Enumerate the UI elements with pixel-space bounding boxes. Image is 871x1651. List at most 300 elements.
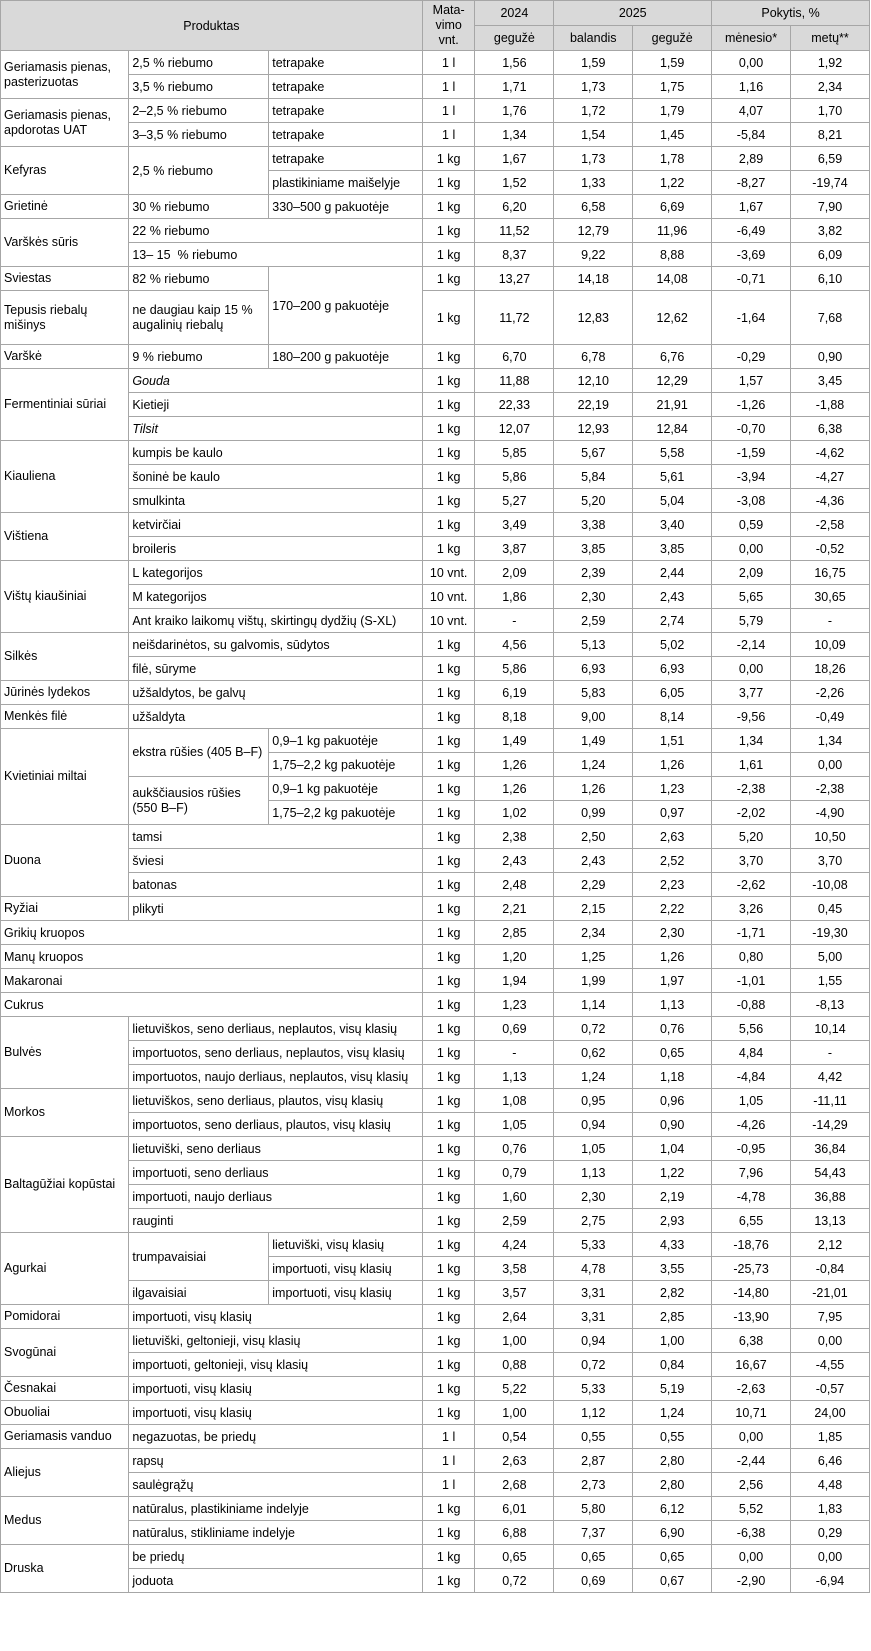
- value-cell: 1,24: [554, 753, 633, 777]
- table-row: [1, 1329, 870, 1353]
- product-detail: Ant kraiko laikomų vištų, skirtingų dydžių (S-XL): [129, 609, 423, 633]
- unit-cell: 1 kg: [422, 1185, 475, 1209]
- table-row: [1, 729, 870, 753]
- product-group: Makaronai: [1, 969, 423, 993]
- value-cell: 1,14: [554, 993, 633, 1017]
- value-cell: 8,37: [475, 243, 554, 267]
- value-cell: -1,01: [712, 969, 791, 993]
- value-cell: 1,55: [791, 969, 870, 993]
- value-cell: 2,38: [475, 825, 554, 849]
- value-cell: 2,43: [633, 585, 712, 609]
- value-cell: -6,38: [712, 1521, 791, 1545]
- value-cell: 3,85: [633, 537, 712, 561]
- unit-cell: 1 l: [422, 1449, 475, 1473]
- value-cell: 0,96: [633, 1089, 712, 1113]
- value-cell: 2,82: [633, 1281, 712, 1305]
- table-row: [1, 609, 870, 633]
- product-group: Tepusis riebalų mišinys: [1, 291, 129, 345]
- value-cell: 5,02: [633, 633, 712, 657]
- product-detail: importuoti, naujo derliaus: [129, 1185, 423, 1209]
- table-row: [1, 1497, 870, 1521]
- value-cell: 1,45: [633, 123, 712, 147]
- value-cell: 2,73: [554, 1473, 633, 1497]
- value-cell: -0,57: [791, 1377, 870, 1401]
- product-group: Menkės filė: [1, 705, 129, 729]
- value-cell: -3,08: [712, 489, 791, 513]
- product-group: Duona: [1, 825, 129, 897]
- value-cell: 10,09: [791, 633, 870, 657]
- table-row: [1, 1353, 870, 1377]
- unit-cell: 1 kg: [422, 441, 475, 465]
- value-cell: 6,46: [791, 1449, 870, 1473]
- value-cell: 6,93: [554, 657, 633, 681]
- value-cell: -2,14: [712, 633, 791, 657]
- value-cell: 1,71: [475, 75, 554, 99]
- value-cell: -2,02: [712, 801, 791, 825]
- product-detail: importuoti, visų klasių: [129, 1305, 423, 1329]
- value-cell: -0,88: [712, 993, 791, 1017]
- value-cell: 1,49: [554, 729, 633, 753]
- value-cell: 0,79: [475, 1161, 554, 1185]
- product-group: Grikių kruopos: [1, 921, 423, 945]
- product-detail: importuotos, naujo derliaus, neplautos, visų klasių: [129, 1065, 423, 1089]
- product-group: Geriamasis pienas, apdorotas UAT: [1, 99, 129, 147]
- unit-cell: 1 kg: [422, 1257, 475, 1281]
- product-detail: Kietieji: [129, 393, 423, 417]
- unit-cell: 1 kg: [422, 849, 475, 873]
- value-cell: 3,85: [554, 537, 633, 561]
- value-cell: 14,08: [633, 267, 712, 291]
- value-cell: 11,96: [633, 219, 712, 243]
- table-row: [1, 1113, 870, 1137]
- value-cell: 3,87: [475, 537, 554, 561]
- value-cell: 3,58: [475, 1257, 554, 1281]
- product-group: Kvietiniai miltai: [1, 729, 129, 825]
- value-cell: 0,29: [791, 1521, 870, 1545]
- unit-cell: 1 kg: [422, 633, 475, 657]
- value-cell: -11,11: [791, 1089, 870, 1113]
- product-detail: lietuviškos, seno derliaus, plautos, visų klasių: [129, 1089, 423, 1113]
- value-cell: 2,23: [633, 873, 712, 897]
- value-cell: 1,54: [554, 123, 633, 147]
- unit-cell: 1 l: [422, 1473, 475, 1497]
- value-cell: 12,79: [554, 219, 633, 243]
- unit-cell: 1 kg: [422, 513, 475, 537]
- value-cell: 5,84: [554, 465, 633, 489]
- table-row: [1, 777, 870, 801]
- value-cell: 1,00: [475, 1401, 554, 1425]
- value-cell: 2,80: [633, 1449, 712, 1473]
- unit-cell: 1 kg: [422, 369, 475, 393]
- value-cell: 2,30: [554, 585, 633, 609]
- table-row: [1, 1185, 870, 1209]
- product-detail: saulėgrąžų: [129, 1473, 423, 1497]
- value-cell: -4,84: [712, 1065, 791, 1089]
- value-cell: -14,80: [712, 1281, 791, 1305]
- value-cell: 6,58: [554, 195, 633, 219]
- value-cell: 1,73: [554, 147, 633, 171]
- product-detail: lietuviški, seno derliaus: [129, 1137, 423, 1161]
- table-row: [1, 99, 870, 123]
- unit-cell: 1 kg: [422, 195, 475, 219]
- table-row: [1, 243, 870, 267]
- value-cell: 5,20: [554, 489, 633, 513]
- product-package: tetrapake: [269, 75, 423, 99]
- table-row: [1, 921, 870, 945]
- table-row: [1, 267, 870, 291]
- value-cell: 5,27: [475, 489, 554, 513]
- unit-cell: 1 kg: [422, 705, 475, 729]
- value-cell: 2,80: [633, 1473, 712, 1497]
- value-cell: 1,56: [475, 51, 554, 75]
- product-package: importuoti, visų klasių: [269, 1281, 423, 1305]
- value-cell: 0,00: [712, 537, 791, 561]
- value-cell: 5,00: [791, 945, 870, 969]
- table-row: [1, 897, 870, 921]
- product-detail: plikyti: [129, 897, 423, 921]
- product-package: 0,9–1 kg pakuotėje: [269, 729, 423, 753]
- value-cell: -1,71: [712, 921, 791, 945]
- value-cell: 2,50: [554, 825, 633, 849]
- value-cell: 0,97: [633, 801, 712, 825]
- value-cell: 2,59: [475, 1209, 554, 1233]
- unit-cell: 1 kg: [422, 897, 475, 921]
- product-detail: Tilsit: [129, 417, 423, 441]
- unit-cell: 1 kg: [422, 1281, 475, 1305]
- unit-cell: 1 kg: [422, 969, 475, 993]
- unit-cell: 1 kg: [422, 729, 475, 753]
- product-detail: užšaldyta: [129, 705, 423, 729]
- product-package: tetrapake: [269, 99, 423, 123]
- value-cell: 4,07: [712, 99, 791, 123]
- product-group: Česnakai: [1, 1377, 129, 1401]
- unit-cell: 1 kg: [422, 345, 475, 369]
- table-row: [1, 1377, 870, 1401]
- unit-cell: 1 kg: [422, 753, 475, 777]
- product-group: Jūrinės lydekos: [1, 681, 129, 705]
- value-cell: 3,38: [554, 513, 633, 537]
- unit-cell: 1 kg: [422, 1113, 475, 1137]
- value-cell: -0,71: [712, 267, 791, 291]
- value-cell: 5,33: [554, 1233, 633, 1257]
- value-cell: 22,19: [554, 393, 633, 417]
- value-cell: 5,22: [475, 1377, 554, 1401]
- product-group: Kiauliena: [1, 441, 129, 513]
- product-package: 1,75–2,2 kg pakuotėje: [269, 801, 423, 825]
- value-cell: 1,86: [475, 585, 554, 609]
- value-cell: 3,49: [475, 513, 554, 537]
- value-cell: 1,33: [554, 171, 633, 195]
- value-cell: 10,71: [712, 1401, 791, 1425]
- unit-cell: 1 kg: [422, 1065, 475, 1089]
- value-cell: 6,78: [554, 345, 633, 369]
- value-cell: 3,26: [712, 897, 791, 921]
- value-cell: 0,00: [791, 753, 870, 777]
- product-group: Sviestas: [1, 267, 129, 291]
- value-cell: 3,70: [791, 849, 870, 873]
- product-group: Cukrus: [1, 993, 423, 1017]
- value-cell: 4,56: [475, 633, 554, 657]
- value-cell: 1,60: [475, 1185, 554, 1209]
- value-cell: -21,01: [791, 1281, 870, 1305]
- value-cell: 5,67: [554, 441, 633, 465]
- value-cell: 5,56: [712, 1017, 791, 1041]
- product-group: Vištų kiaušiniai: [1, 561, 129, 633]
- product-detail: rauginti: [129, 1209, 423, 1233]
- product-detail: ne daugiau kaip 15 % augalinių riebalų: [129, 291, 269, 345]
- value-cell: -2,62: [712, 873, 791, 897]
- value-cell: 7,37: [554, 1521, 633, 1545]
- unit-cell: 1 kg: [422, 921, 475, 945]
- table-row: [1, 585, 870, 609]
- value-cell: 1,99: [554, 969, 633, 993]
- value-cell: 2,93: [633, 1209, 712, 1233]
- value-cell: 2,63: [475, 1449, 554, 1473]
- product-group: Varškės sūris: [1, 219, 129, 267]
- value-cell: 7,96: [712, 1161, 791, 1185]
- product-group: Geriamasis pienas, pasterizuotas: [1, 51, 129, 99]
- product-detail: ketvirčiai: [129, 513, 423, 537]
- product-group: Ryžiai: [1, 897, 129, 921]
- unit-cell: 1 kg: [422, 393, 475, 417]
- unit-cell: 1 l: [422, 1425, 475, 1449]
- product-detail: filė, sūryme: [129, 657, 423, 681]
- value-cell: 6,70: [475, 345, 554, 369]
- value-cell: 1,25: [554, 945, 633, 969]
- value-cell: 1,23: [633, 777, 712, 801]
- table-row: [1, 195, 870, 219]
- unit-cell: 1 l: [422, 75, 475, 99]
- value-cell: 7,90: [791, 195, 870, 219]
- value-cell: 2,34: [791, 75, 870, 99]
- product-package: 330–500 g pakuotėje: [269, 195, 423, 219]
- unit-cell: 1 kg: [422, 873, 475, 897]
- product-detail: broileris: [129, 537, 423, 561]
- unit-cell: 1 kg: [422, 417, 475, 441]
- value-cell: 1,26: [633, 945, 712, 969]
- product-detail: 2,5 % riebumo: [129, 51, 269, 75]
- product-group: Fermentiniai sūriai: [1, 369, 129, 441]
- value-cell: 6,12: [633, 1497, 712, 1521]
- value-cell: 21,91: [633, 393, 712, 417]
- value-cell: 0,76: [475, 1137, 554, 1161]
- unit-cell: 1 kg: [422, 1569, 475, 1593]
- value-cell: 12,83: [554, 291, 633, 345]
- header-month-change: mėnesio*: [712, 26, 791, 51]
- value-cell: 1,72: [554, 99, 633, 123]
- value-cell: 6,09: [791, 243, 870, 267]
- value-cell: 6,19: [475, 681, 554, 705]
- table-row: [1, 219, 870, 243]
- value-cell: 2,85: [633, 1305, 712, 1329]
- table-row: [1, 291, 870, 345]
- value-cell: -1,88: [791, 393, 870, 417]
- value-cell: 0,00: [712, 657, 791, 681]
- value-cell: 1,97: [633, 969, 712, 993]
- unit-cell: 1 kg: [422, 1041, 475, 1065]
- value-cell: 54,43: [791, 1161, 870, 1185]
- table-row: [1, 1569, 870, 1593]
- product-detail: užšaldytos, be galvų: [129, 681, 423, 705]
- value-cell: -2,44: [712, 1449, 791, 1473]
- value-cell: 1,75: [633, 75, 712, 99]
- unit-cell: 1 kg: [422, 1017, 475, 1041]
- value-cell: 1,22: [633, 171, 712, 195]
- value-cell: 6,38: [712, 1329, 791, 1353]
- product-package: lietuviški, visų klasių: [269, 1233, 423, 1257]
- value-cell: 0,90: [633, 1113, 712, 1137]
- value-cell: 0,99: [554, 801, 633, 825]
- value-cell: 0,55: [633, 1425, 712, 1449]
- value-cell: -6,49: [712, 219, 791, 243]
- value-cell: -3,94: [712, 465, 791, 489]
- value-cell: 6,01: [475, 1497, 554, 1521]
- value-cell: -2,26: [791, 681, 870, 705]
- unit-cell: 1 kg: [422, 1161, 475, 1185]
- value-cell: 0,69: [554, 1569, 633, 1593]
- table-row: [1, 75, 870, 99]
- value-cell: 0,65: [633, 1041, 712, 1065]
- table-row: [1, 417, 870, 441]
- value-cell: 11,88: [475, 369, 554, 393]
- value-cell: 16,75: [791, 561, 870, 585]
- value-cell: 4,33: [633, 1233, 712, 1257]
- product-package: 170–200 g pakuotėje: [269, 267, 423, 345]
- product-detail: batonas: [129, 873, 423, 897]
- table-row: [1, 633, 870, 657]
- value-cell: 2,56: [712, 1473, 791, 1497]
- product-group: Manų kruopos: [1, 945, 423, 969]
- product-group: Druska: [1, 1545, 129, 1593]
- value-cell: 13,13: [791, 1209, 870, 1233]
- unit-cell: 1 kg: [422, 1137, 475, 1161]
- value-cell: 1,83: [791, 1497, 870, 1521]
- value-cell: 0,00: [712, 1545, 791, 1569]
- value-cell: 5,85: [475, 441, 554, 465]
- value-cell: 6,93: [633, 657, 712, 681]
- value-cell: 30,65: [791, 585, 870, 609]
- value-cell: 1,78: [633, 147, 712, 171]
- unit-cell: 1 kg: [422, 147, 475, 171]
- value-cell: -4,90: [791, 801, 870, 825]
- value-cell: 1,49: [475, 729, 554, 753]
- unit-cell: 1 kg: [422, 777, 475, 801]
- product-package: tetrapake: [269, 123, 423, 147]
- value-cell: 1,22: [633, 1161, 712, 1185]
- product-detail: rapsų: [129, 1449, 423, 1473]
- table-row: [1, 1017, 870, 1041]
- product-detail: 2–2,5 % riebumo: [129, 99, 269, 123]
- value-cell: -0,49: [791, 705, 870, 729]
- value-cell: -6,94: [791, 1569, 870, 1593]
- header-may-2025: gegužė: [633, 26, 712, 51]
- value-cell: 2,87: [554, 1449, 633, 1473]
- unit-cell: 1 kg: [422, 1377, 475, 1401]
- table-row: [1, 1521, 870, 1545]
- product-group: Agurkai: [1, 1233, 129, 1305]
- value-cell: 0,76: [633, 1017, 712, 1041]
- value-cell: 2,63: [633, 825, 712, 849]
- product-detail: trumpavaisiai: [129, 1233, 269, 1281]
- value-cell: 0,65: [475, 1545, 554, 1569]
- value-cell: 1,24: [554, 1065, 633, 1089]
- table-row: [1, 537, 870, 561]
- table-row: [1, 1425, 870, 1449]
- value-cell: 6,69: [633, 195, 712, 219]
- table-row: [1, 969, 870, 993]
- value-cell: 2,64: [475, 1305, 554, 1329]
- value-cell: 1,34: [712, 729, 791, 753]
- value-cell: -1,64: [712, 291, 791, 345]
- unit-cell: 1 kg: [422, 945, 475, 969]
- value-cell: 0,95: [554, 1089, 633, 1113]
- value-cell: 1,23: [475, 993, 554, 1017]
- value-cell: 1,08: [475, 1089, 554, 1113]
- value-cell: -0,70: [712, 417, 791, 441]
- value-cell: 6,59: [791, 147, 870, 171]
- product-detail: L kategorijos: [129, 561, 423, 585]
- value-cell: 1,73: [554, 75, 633, 99]
- unit-cell: 1 l: [422, 99, 475, 123]
- value-cell: 1,52: [475, 171, 554, 195]
- product-package: 1,75–2,2 kg pakuotėje: [269, 753, 423, 777]
- value-cell: 5,19: [633, 1377, 712, 1401]
- table-row: [1, 489, 870, 513]
- unit-cell: 1 kg: [422, 1353, 475, 1377]
- header-may-2024: gegužė: [475, 26, 554, 51]
- table-row: [1, 441, 870, 465]
- product-package: 180–200 g pakuotėje: [269, 345, 423, 369]
- table-row: [1, 513, 870, 537]
- value-cell: 2,30: [554, 1185, 633, 1209]
- value-cell: 0,62: [554, 1041, 633, 1065]
- header-year-change: metų**: [791, 26, 870, 51]
- unit-cell: 1 kg: [422, 1521, 475, 1545]
- value-cell: -4,78: [712, 1185, 791, 1209]
- product-detail: joduota: [129, 1569, 423, 1593]
- value-cell: 4,48: [791, 1473, 870, 1497]
- product-detail: Gouda: [129, 369, 423, 393]
- value-cell: 1,12: [554, 1401, 633, 1425]
- value-cell: 2,39: [554, 561, 633, 585]
- value-cell: 0,65: [554, 1545, 633, 1569]
- value-cell: 2,19: [633, 1185, 712, 1209]
- table-row: [1, 147, 870, 171]
- product-package: 0,9–1 kg pakuotėje: [269, 777, 423, 801]
- unit-cell: 1 kg: [422, 1329, 475, 1353]
- value-cell: 0,80: [712, 945, 791, 969]
- product-detail: 13– 15 % riebumo: [129, 243, 423, 267]
- product-package: plastikiniame maišelyje: [269, 171, 423, 195]
- header-product: Produktas: [1, 1, 423, 51]
- table-row: [1, 873, 870, 897]
- table-row: [1, 993, 870, 1017]
- value-cell: 0,69: [475, 1017, 554, 1041]
- value-cell: -0,52: [791, 537, 870, 561]
- table-row: [1, 681, 870, 705]
- value-cell: 5,61: [633, 465, 712, 489]
- unit-cell: 1 kg: [422, 993, 475, 1017]
- table-row: [1, 51, 870, 75]
- unit-cell: 1 kg: [422, 1401, 475, 1425]
- value-cell: 6,88: [475, 1521, 554, 1545]
- value-cell: 9,00: [554, 705, 633, 729]
- value-cell: 5,86: [475, 465, 554, 489]
- value-cell: 2,15: [554, 897, 633, 921]
- table-row: [1, 657, 870, 681]
- product-detail: lietuviškos, seno derliaus, neplautos, visų klasių: [129, 1017, 423, 1041]
- value-cell: 4,78: [554, 1257, 633, 1281]
